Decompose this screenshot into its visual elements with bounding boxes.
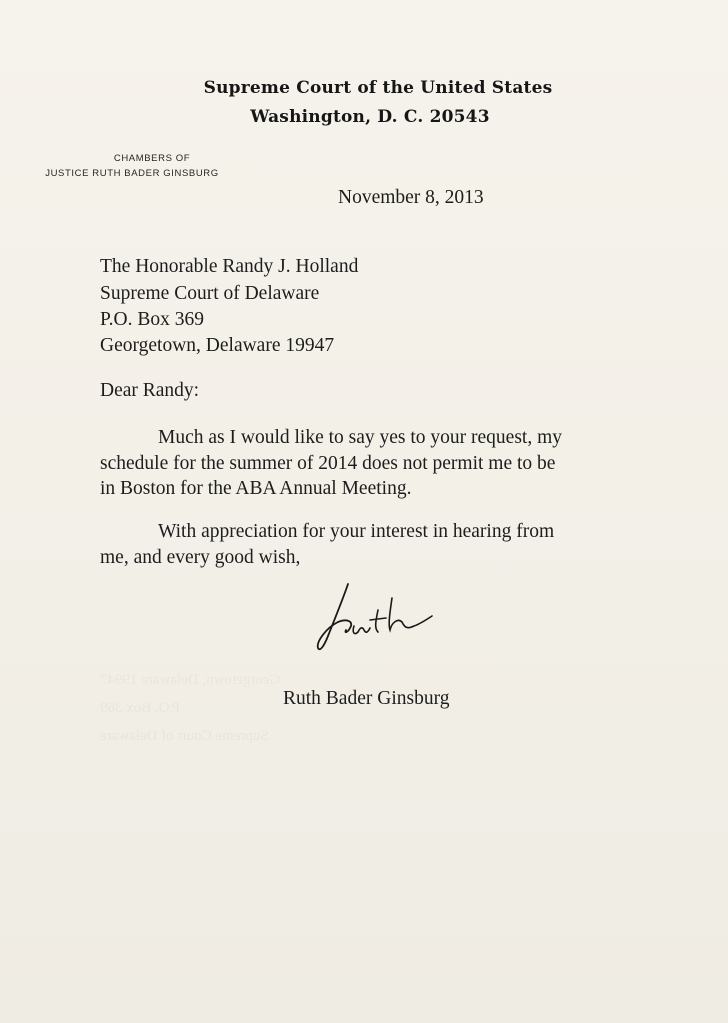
letter-date: November 8, 2013: [338, 187, 484, 208]
bleed-through-mark: Supreme Court of Delaware: [100, 728, 269, 744]
letterhead-court-name: Supreme Court of the United States: [203, 78, 553, 98]
recipient-name: The Honorable Randy J. Holland: [100, 256, 359, 277]
body-paragraph-2-line-1: With appreciation for your interest in hearing from: [158, 521, 555, 542]
recipient-box: P.O. Box 369: [100, 309, 205, 330]
body-paragraph-1-line-1: Much as I would like to say yes to your request, my: [158, 427, 563, 448]
letterhead-address: Washington, D. C. 20543: [250, 107, 490, 127]
recipient-court: Supreme Court of Delaware: [100, 283, 320, 304]
body-paragraph-2-line-2: me, and every good wish,: [100, 547, 301, 568]
bleed-through-mark: Georgetown, Delaware 19947: [100, 672, 281, 688]
bleed-through-mark: P.O. Box 369: [100, 700, 181, 716]
salutation: Dear Randy:: [100, 380, 200, 401]
recipient-city: Georgetown, Delaware 19947: [100, 335, 335, 356]
body-paragraph-1-line-3: in Boston for the ABA Annual Meeting.: [100, 478, 412, 499]
handwritten-signature: [308, 576, 438, 666]
chambers-justice: JUSTICE RUTH BADER GINSBURG: [45, 168, 219, 179]
body-paragraph-1-line-2: schedule for the summer of 2014 does not permit me to be: [100, 453, 556, 474]
signer-name: Ruth Bader Ginsburg: [283, 688, 450, 709]
chambers-label: CHAMBERS OF: [113, 153, 191, 164]
